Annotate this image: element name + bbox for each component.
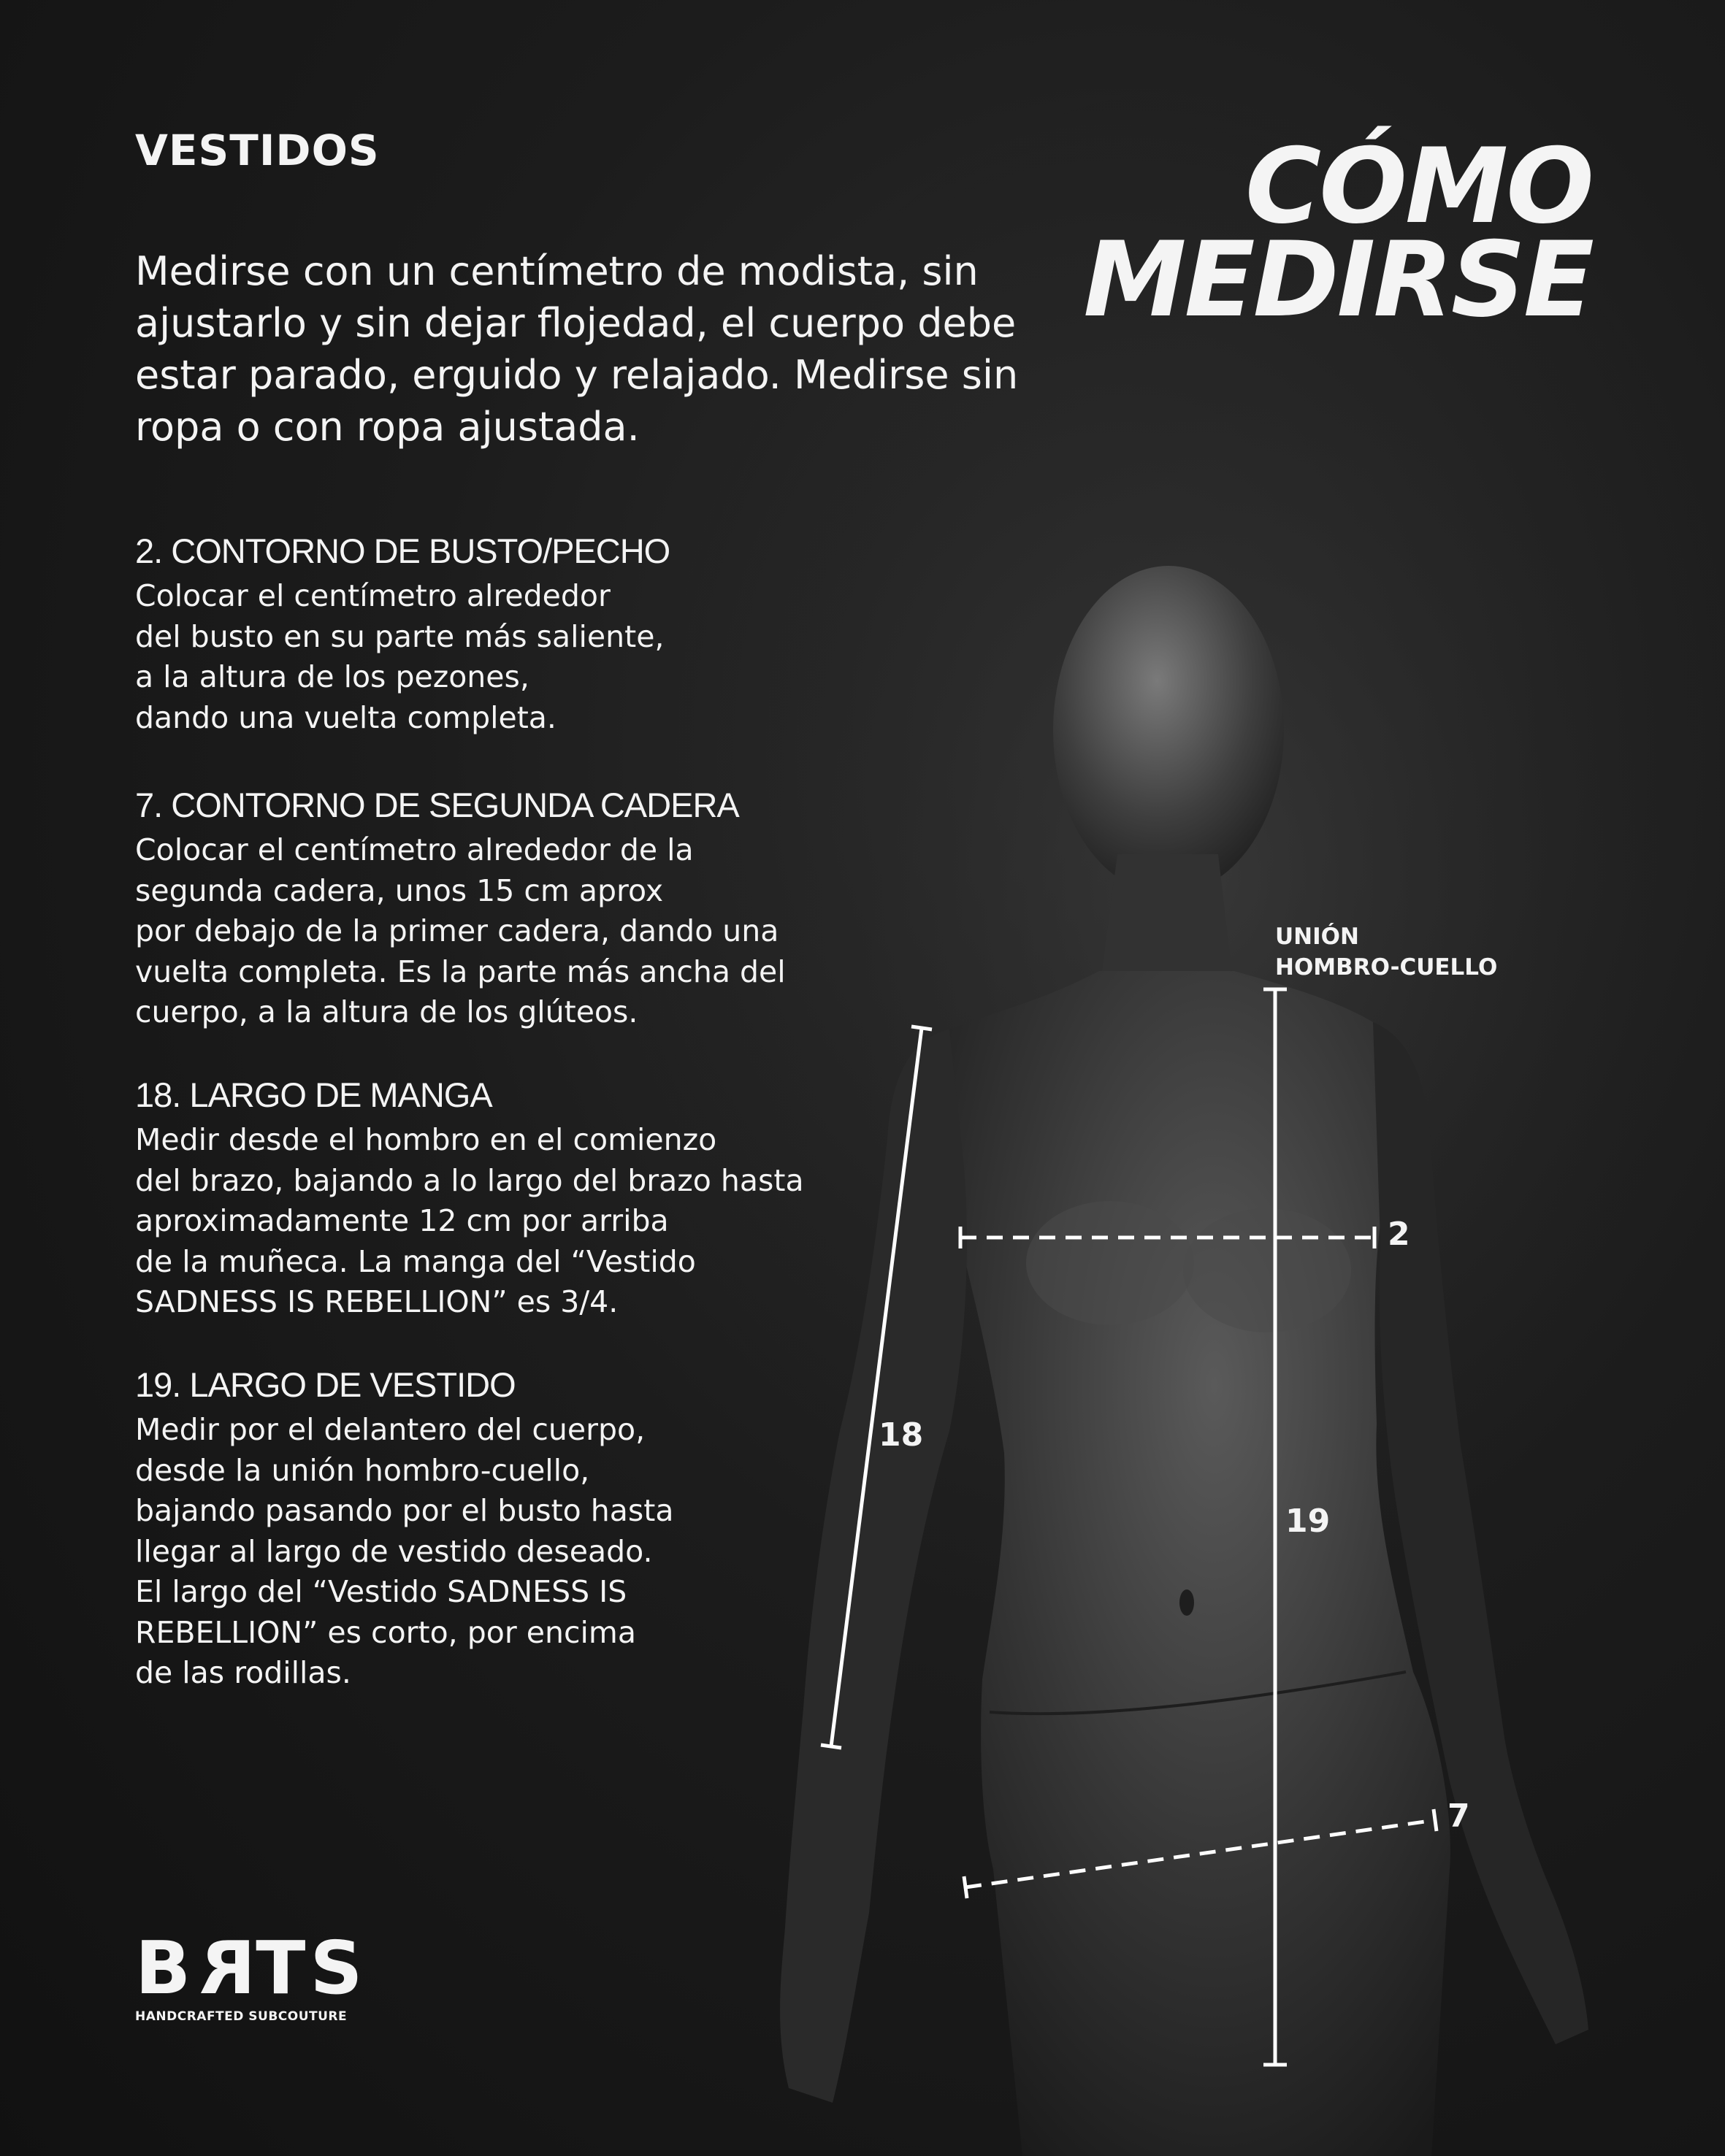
shoulder-neck-joint-label: UNIÓN HOMBRO-CUELLO bbox=[1275, 924, 1498, 981]
mannequin-head bbox=[1053, 566, 1284, 894]
section-title: 18. LARGO DE MANGA bbox=[135, 1075, 492, 1114]
headline bbox=[1083, 126, 1592, 340]
section-title: 19. LARGO DE VESTIDO bbox=[135, 1365, 516, 1404]
brand-tagline: HANDCRAFTED SUBCOUTURE bbox=[135, 2009, 348, 2024]
section-sleeve-length bbox=[135, 1073, 865, 1323]
section-title: 7. CONTORNO DE SEGUNDA CADERA bbox=[135, 786, 739, 824]
headline-line-1: CÓMO bbox=[1245, 126, 1592, 247]
marker-sleeve-number: 18 bbox=[879, 1416, 924, 1454]
section-text: Medir por el delantero del cuerpo, desde la unión hombro-cuello, bajando pasando por el busto hasta llegar al largo de vestido deseado. El largo del “Vestido SADNESS IS REBELLION” es corto, por encima de las rodillas. bbox=[135, 1412, 674, 1690]
section-title: 2. CONTORNO DE BUSTO/PECHO bbox=[135, 532, 670, 570]
brand-logo: BRTS bbox=[135, 1925, 367, 2011]
mannequin-torso bbox=[926, 971, 1450, 2156]
marker-hip-number: 7 bbox=[1447, 1798, 1470, 1835]
section-text: Colocar el centímetro alrededor de la segunda cadera, unos 15 cm aprox por debajo de la primer cadera, dando una vuelta completa. Es la parte más ancha del cuerpo, a la altura de los glúteos. bbox=[135, 832, 786, 1029]
mannequin-navel bbox=[1179, 1589, 1194, 1616]
intro-text: Medirse con un centímetro de modista, sin ajustarlo y sin dejar flojedad, el cuerpo debe estar parado, erguido y relajado. Medirse sin ropa o con ropa ajustada. bbox=[135, 248, 1019, 450]
section-text: Colocar el centímetro alrededor del busto en su parte más saliente, a la altura de los pezones, dando una vuelta completa. bbox=[135, 578, 665, 735]
section-bust bbox=[135, 529, 865, 738]
mannequin-chest-right bbox=[1183, 1208, 1351, 1332]
section-dress-length bbox=[135, 1363, 865, 1694]
marker-dress-number: 19 bbox=[1285, 1503, 1331, 1540]
mannequin-chest-left bbox=[1026, 1201, 1194, 1325]
section-second-hip bbox=[135, 783, 865, 1033]
marker-bust-number: 2 bbox=[1388, 1216, 1410, 1253]
section-text: Medir desde el hombro en el comienzo del brazo, bajando a lo largo del brazo hasta aproximadamente 12 cm por arriba de la muñeca. La manga del “Vestido SADNESS IS REBELLION” es 3/4. bbox=[135, 1122, 804, 1319]
category-title: VESTIDOS bbox=[135, 126, 380, 175]
headline-line-2: MEDIRSE bbox=[1083, 220, 1592, 340]
